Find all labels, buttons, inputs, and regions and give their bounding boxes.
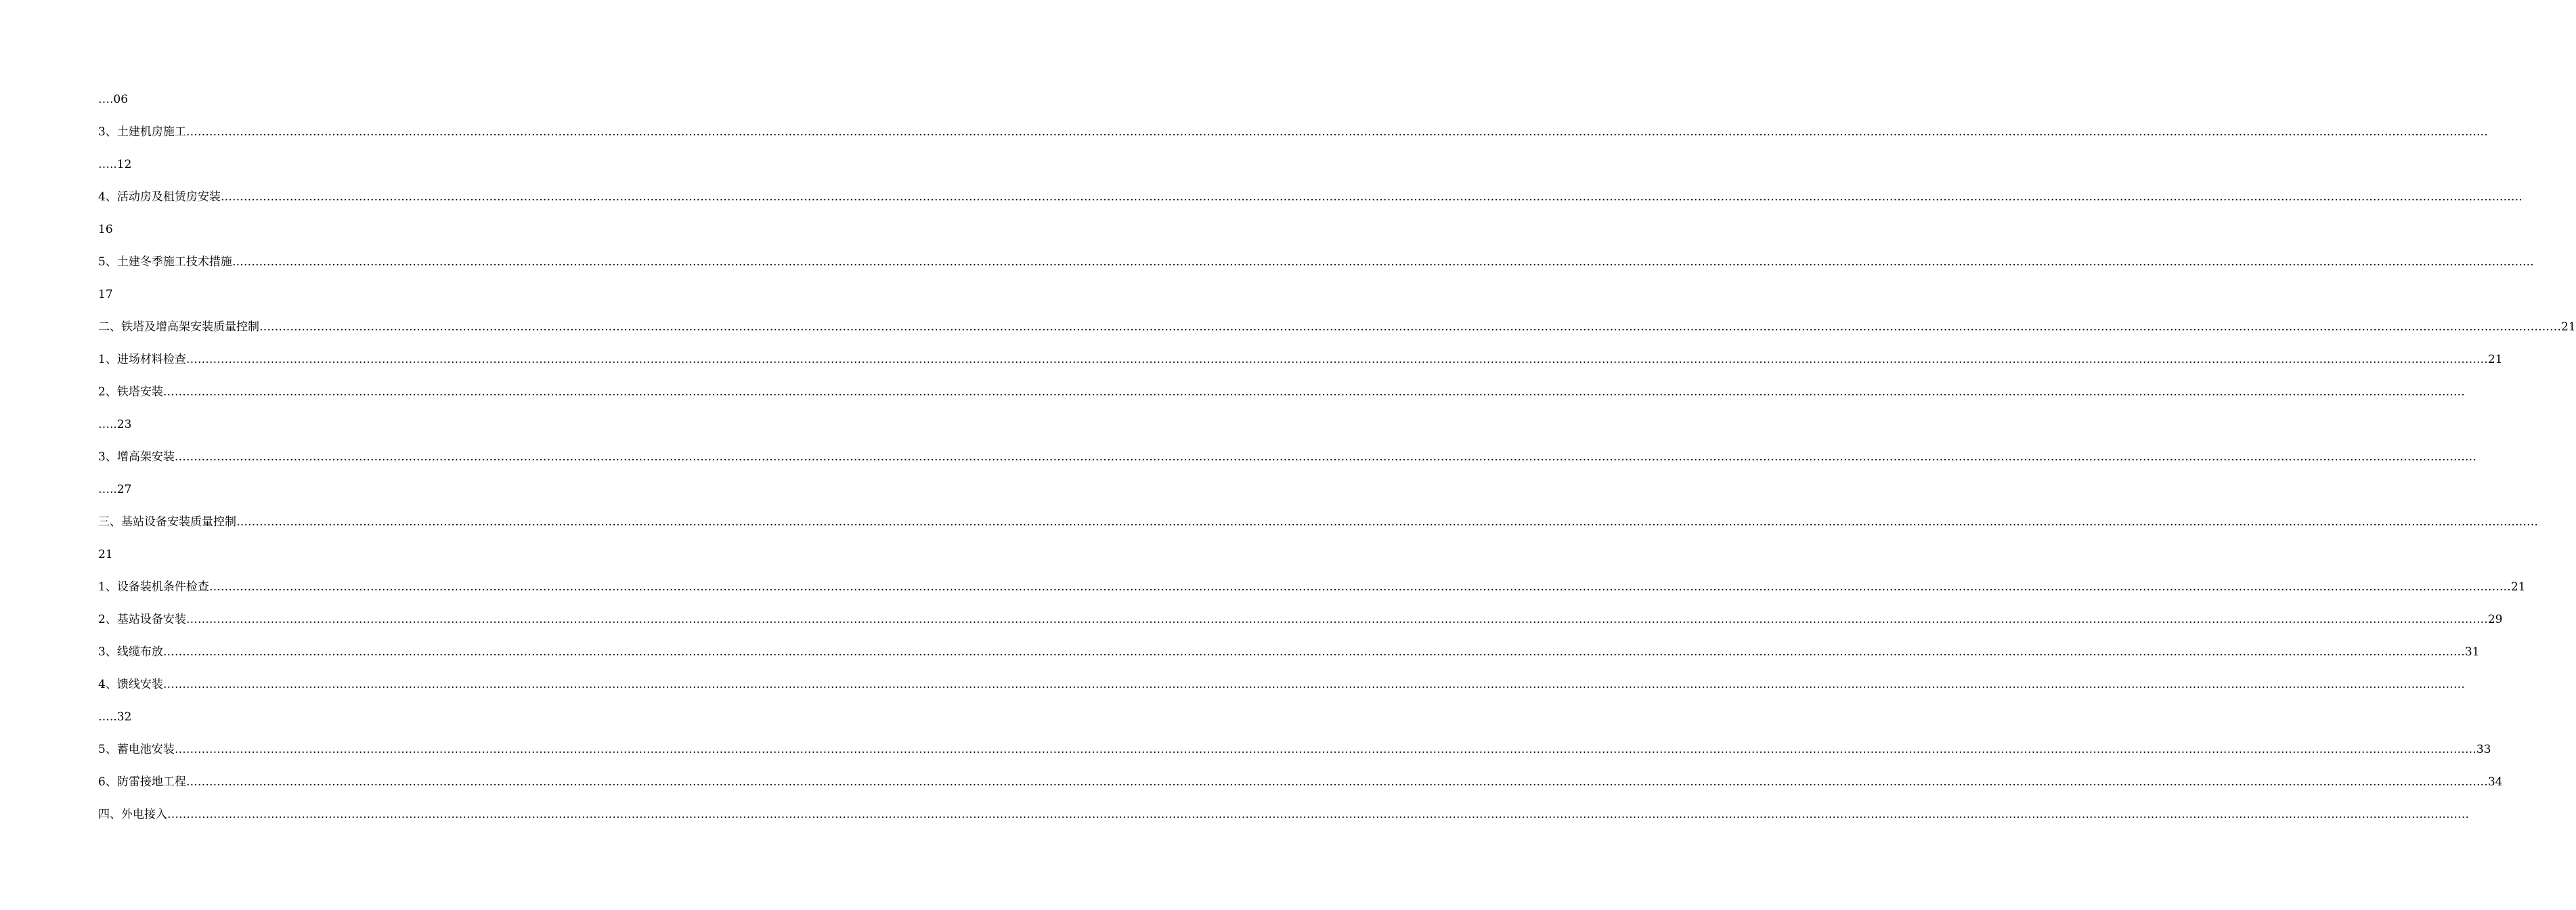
toc-entry-title: 2、基站设备安装 bbox=[98, 613, 186, 626]
toc-leader-dots: …………………………………………………………………………………………………………………………………………………………………………………………………………………………………………………………………………………………………………………………………………………………………………………………………………………………………………………………………………………………………………………………………………………… bbox=[174, 743, 2476, 756]
toc-leader-dots: …………………………………………………………………………………………………………………………………………………………………………………………………………………………………………………………………………………………………………………………………………………………………………………………………………………………………………………………………………………………………………………………………………………… bbox=[162, 385, 2465, 399]
toc-page-number: 29 bbox=[2487, 613, 2503, 626]
toc-entry bbox=[98, 675, 2465, 708]
toc-entry-title: 6、防雷接地工程 bbox=[98, 775, 186, 789]
toc-continuation-line: …..23 bbox=[98, 418, 132, 431]
toc-page-number: 21 bbox=[2487, 353, 2503, 366]
toc-entry bbox=[98, 578, 2526, 610]
toc-entry-title: 2、铁塔安装 bbox=[98, 385, 163, 399]
toc-leader-dots: …………………………………………………………………………………………………………………………………………………………………………………………………………………………………………………………………………………………………………………………………………………………………………………………………………………………………………………………………………………………………………………………………………………… bbox=[162, 678, 2465, 691]
toc-continuation-line: …..32 bbox=[98, 710, 132, 724]
toc-entry-title: 5、蓄电池安装 bbox=[98, 743, 175, 756]
toc-leader-dots: …………………………………………………………………………………………………………………………………………………………………………………………………………………………………………………………………………………………………………………………………………………………………………………………………………………………………………………………………………………………………………………………………………………… bbox=[185, 353, 2488, 366]
toc-leader-dots: …………………………………………………………………………………………………………………………………………………………………………………………………………………………………………………………………………………………………………………………………………………………………………………………………………………………………………………………………………………………………………………………………………………… bbox=[167, 808, 2469, 821]
toc-page-number: 21 bbox=[2510, 580, 2526, 594]
toc-leader-dots: …………………………………………………………………………………………………………………………………………………………………………………………………………………………………………………………………………………………………………………………………………………………………………………………………………………………………………………………………………………………………………………………………………………… bbox=[220, 190, 2523, 204]
table-of-contents bbox=[98, 90, 2576, 838]
toc-entry-title: 四、外电接入 bbox=[98, 808, 167, 821]
toc-continuation-line: 17 bbox=[98, 288, 113, 301]
toc-entry bbox=[98, 448, 2476, 480]
toc-entry-title: 三、基站设备安装质量控制 bbox=[98, 515, 236, 529]
toc-entry bbox=[98, 383, 2465, 415]
toc-entry-title: 4、馈线安装 bbox=[98, 678, 163, 691]
toc-leader-dots: …………………………………………………………………………………………………………………………………………………………………………………………………………………………………………………………………………………………………………………………………………………………………………………………………………………………………………………………………………………………………………………………………………………… bbox=[162, 645, 2465, 659]
toc-page-number: 21 bbox=[2561, 320, 2576, 334]
toc-entry bbox=[98, 123, 2488, 155]
toc-entry-title: 3、线缆布放 bbox=[98, 645, 163, 659]
toc-leader-dots: …………………………………………………………………………………………………………………………………………………………………………………………………………………………………………………………………………………………………………………………………………………………………………………………………………………………………………………………………………………………………………………………………………………… bbox=[209, 580, 2511, 594]
toc-entry bbox=[98, 610, 2503, 643]
toc-page-number: 34 bbox=[2487, 775, 2503, 789]
toc-continuation-line: ….06 bbox=[98, 93, 129, 106]
toc-entry-title: 1、设备装机条件检查 bbox=[98, 580, 209, 594]
toc-leader-dots: …………………………………………………………………………………………………………………………………………………………………………………………………………………………………………………………………………………………………………………………………………………………………………………………………………………………………………………………………………………………………………………………………………………… bbox=[232, 255, 2534, 269]
toc-entry bbox=[98, 513, 2538, 545]
toc-leader-dots: …………………………………………………………………………………………………………………………………………………………………………………………………………………………………………………………………………………………………………………………………………………………………………………………………………………………………………………………………………………………………………………………………………………… bbox=[174, 450, 2476, 464]
toc-leader-dots: …………………………………………………………………………………………………………………………………………………………………………………………………………………………………………………………………………………………………………………………………………………………………………………………………………………………………………………………………………………………………………………………………………………… bbox=[185, 613, 2488, 626]
toc-entry-title: 3、土建机房施工 bbox=[98, 125, 186, 139]
toc-entry-title: 3、增高架安装 bbox=[98, 450, 175, 464]
toc-entry bbox=[98, 643, 2480, 675]
toc-continuation-line: 16 bbox=[98, 223, 113, 236]
toc-leader-dots: …………………………………………………………………………………………………………………………………………………………………………………………………………………………………………………………………………………………………………………………………………………………………………………………………………………………………………………………………………………………………………………………………………………… bbox=[185, 125, 2488, 139]
toc-page-number: 33 bbox=[2476, 743, 2491, 756]
toc-continuation-line: …..27 bbox=[98, 483, 132, 496]
toc-entry bbox=[98, 253, 2534, 285]
toc-entry bbox=[98, 188, 2523, 220]
toc-entry-title: 二、铁塔及增高架安装质量控制 bbox=[98, 320, 259, 334]
toc-entry bbox=[98, 740, 2491, 773]
toc-page-number: 31 bbox=[2464, 645, 2480, 659]
toc-continuation-line: 21 bbox=[98, 548, 113, 561]
toc-entry bbox=[98, 318, 2576, 350]
toc-leader-dots: …………………………………………………………………………………………………………………………………………………………………………………………………………………………………………………………………………………………………………………………………………………………………………………………………………………………………………………………………………………………………………………………………………………… bbox=[259, 320, 2561, 334]
toc-entry-title: 1、进场材料检查 bbox=[98, 353, 186, 366]
toc-entry-title: 5、土建冬季施工技术措施 bbox=[98, 255, 232, 269]
toc-leader-dots: …………………………………………………………………………………………………………………………………………………………………………………………………………………………………………………………………………………………………………………………………………………………………………………………………………………………………………………………………………………………………………………………………………………… bbox=[236, 515, 2538, 529]
toc-entry bbox=[98, 773, 2503, 805]
toc-entry bbox=[98, 805, 2469, 838]
toc-leader-dots: …………………………………………………………………………………………………………………………………………………………………………………………………………………………………………………………………………………………………………………………………………………………………………………………………………………………………………………………………………………………………………………………………………………… bbox=[185, 775, 2488, 789]
toc-entry bbox=[98, 350, 2503, 383]
toc-entry-title: 4、活动房及租赁房安装 bbox=[98, 190, 221, 204]
toc-continuation-line: …..12 bbox=[98, 158, 132, 171]
